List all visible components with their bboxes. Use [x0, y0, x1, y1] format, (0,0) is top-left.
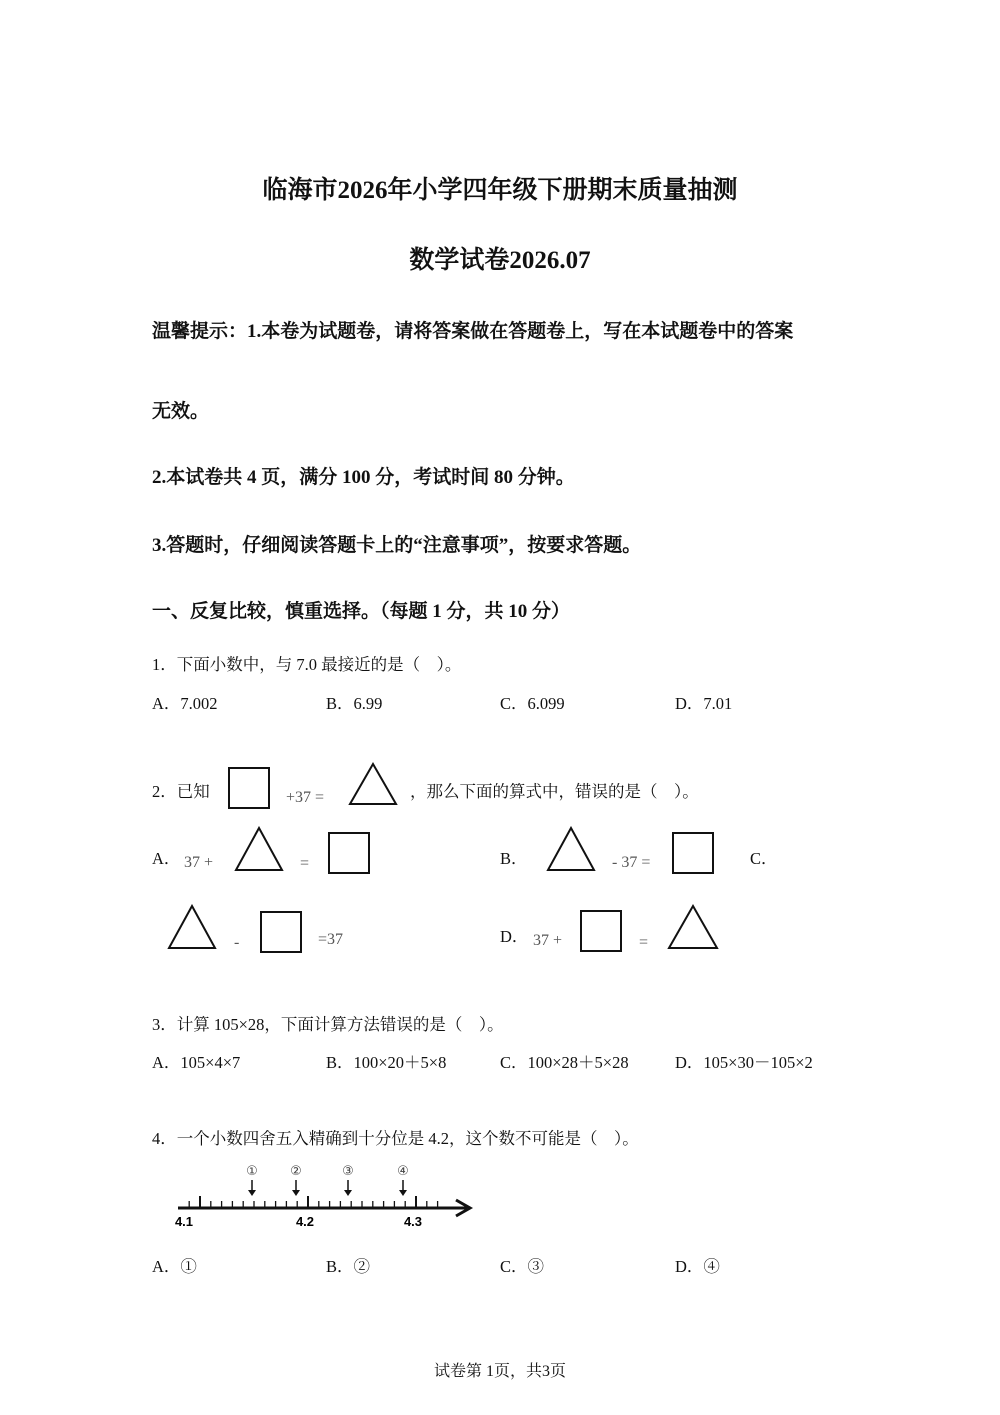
- q2-option-a-eq: =: [300, 855, 310, 872]
- section-1-heading: 一、反复比较，慎重选择。（每题 1 分，共 10 分）: [152, 601, 571, 622]
- notice-line-1-cont: 无效。: [152, 401, 210, 422]
- q1-option-c: C．6.099: [500, 694, 565, 713]
- marker-3: [342, 1164, 354, 1196]
- q3-option-b: B．100×20＋5×8: [326, 1053, 447, 1072]
- exam-title: 临海市2026年小学四年级下册期末质量抽测: [262, 177, 738, 204]
- q3-option-c: C．100×28＋5×28: [500, 1053, 629, 1072]
- exam-subtitle: 数学试卷2026.07: [409, 247, 591, 274]
- marker-3-label: ③: [342, 1164, 354, 1179]
- square-shape: [260, 911, 302, 953]
- q4-option-a: A．①: [152, 1257, 197, 1276]
- q1-stem: 1．下面小数中，与 7.0 最接近的是（ ）。: [152, 655, 462, 674]
- q4-option-b: B．②: [326, 1257, 371, 1276]
- number-line-label-4-1: 4.1: [174, 1214, 194, 1229]
- q4-option-c: C．③: [500, 1257, 545, 1276]
- marker-1: [246, 1164, 258, 1196]
- notice-line-2: 2.本试卷共 4 页，满分 100 分，考试时间 80 分钟。: [152, 467, 575, 488]
- arrow-down-icon: [399, 1190, 407, 1196]
- q2-stem-prefix: 2．已知: [152, 782, 210, 801]
- q2-stem-mid: +37 =: [286, 789, 325, 806]
- marker-1-label: ①: [246, 1164, 258, 1179]
- square-shape: [228, 767, 270, 809]
- q2-option-c-eq: =37: [318, 931, 344, 948]
- arrow-down-icon: [344, 1190, 352, 1196]
- triangle-shape: [667, 904, 719, 950]
- number-line-figure: [172, 1156, 482, 1230]
- q1-option-b: B．6.99: [326, 694, 383, 713]
- arrow-down-icon: [292, 1190, 300, 1196]
- q2-option-a-prefix: 37 +: [184, 854, 214, 871]
- number-line-ticks: [189, 1196, 437, 1208]
- q3-option-d: D．105×30－105×2: [675, 1053, 813, 1072]
- square-shape: [580, 910, 622, 952]
- q2-option-d-prefix: 37 +: [533, 932, 563, 949]
- q2-option-c-minus: -: [234, 934, 240, 951]
- notice-line-1: 温馨提示：1.本卷为试题卷，请将答案做在答题卷上，写在本试题卷中的答案: [152, 321, 794, 342]
- q1-option-d: D．7.01: [675, 694, 733, 713]
- q4-option-d: D．④: [675, 1257, 720, 1276]
- notice-line-3: 3.答题时，仔细阅读答题卡上的“注意事项”，按要求答题。: [152, 535, 642, 556]
- triangle-shape: [167, 904, 217, 950]
- number-line-label-4-2: 4.2: [295, 1214, 315, 1229]
- q3-stem: 3．计算 105×28，下面计算方法错误的是（ ）。: [152, 1015, 504, 1034]
- marker-4: [397, 1164, 409, 1196]
- q2-option-b-label: B．: [500, 849, 528, 868]
- triangle-shape: [546, 826, 596, 872]
- q2-option-b-mid: - 37 =: [612, 854, 651, 871]
- page-footer: 试卷第 1页，共3页: [433, 1363, 566, 1380]
- q4-stem: 4．一个小数四舍五入精确到十分位是 4.2，这个数不可能是（ ）。: [152, 1129, 639, 1148]
- q2-option-d-label: D．: [500, 927, 529, 946]
- square-shape: [328, 832, 370, 874]
- q1-option-a: A．7.002: [152, 694, 218, 713]
- marker-2: [290, 1164, 302, 1196]
- q2-option-a-label: A．: [152, 849, 181, 868]
- triangle-shape: [234, 826, 284, 872]
- triangle-shape: [348, 762, 398, 806]
- number-line-label-4-3: 4.3: [403, 1214, 423, 1229]
- q2-stem-suffix: ，那么下面的算式中，错误的是（ ）。: [410, 782, 699, 801]
- q3-option-a: A．105×4×7: [152, 1053, 241, 1072]
- q2-option-c-label: C．: [750, 849, 778, 868]
- marker-4-label: ④: [397, 1164, 409, 1179]
- q2-option-d-eq: =: [639, 934, 649, 951]
- marker-2-label: ②: [290, 1164, 302, 1179]
- arrow-down-icon: [248, 1190, 256, 1196]
- square-shape: [672, 832, 714, 874]
